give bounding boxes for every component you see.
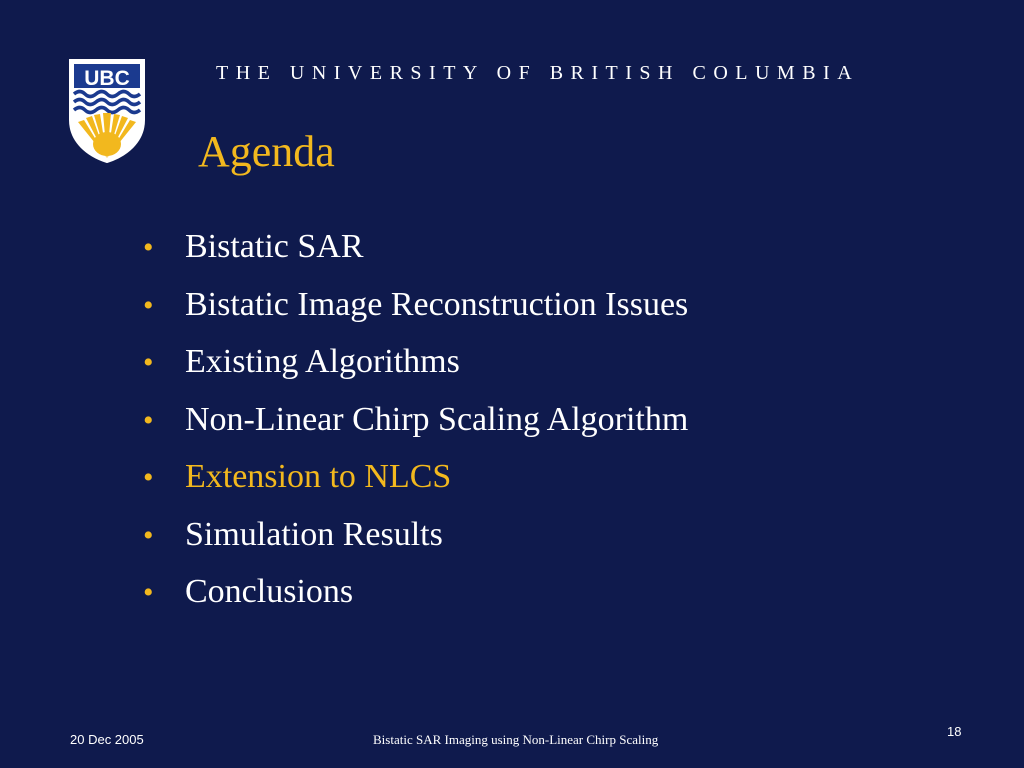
agenda-item bbox=[143, 401, 688, 459]
svg-text:UBC: UBC bbox=[84, 67, 130, 90]
bullet-icon: • bbox=[143, 461, 154, 494]
agenda-item bbox=[143, 228, 688, 286]
bullet-icon: • bbox=[143, 346, 154, 379]
agenda-item bbox=[143, 286, 688, 344]
agenda-item-label: Bistatic Image Reconstruction Issues bbox=[185, 285, 689, 323]
agenda-item-label: Non-Linear Chirp Scaling Algorithm bbox=[185, 400, 689, 438]
agenda-item-label: Bistatic SAR bbox=[185, 228, 364, 265]
agenda-item bbox=[143, 573, 688, 631]
agenda-item-label: Extension to NLCS bbox=[185, 458, 452, 495]
bullet-icon: • bbox=[143, 518, 154, 552]
slide-title: Agenda bbox=[198, 127, 335, 176]
footer-title: Bistatic SAR Imaging using Non-Linear Chirp Scaling bbox=[373, 732, 659, 747]
university-name: THE UNIVERSITY OF BRITISH COLUMBIA bbox=[216, 62, 860, 84]
agenda-list bbox=[143, 228, 688, 631]
agenda-item-label: Existing Algorithms bbox=[185, 343, 460, 380]
agenda-item-label: Conclusions bbox=[185, 573, 354, 610]
agenda-item-label: Simulation Results bbox=[185, 515, 443, 553]
agenda-item bbox=[143, 458, 688, 516]
ubc-crest-icon bbox=[68, 58, 146, 164]
agenda-item bbox=[143, 516, 688, 574]
bullet-icon: • bbox=[143, 231, 154, 264]
page-number: 18 bbox=[947, 724, 962, 739]
bullet-icon: • bbox=[143, 288, 154, 322]
bullet-icon: • bbox=[143, 403, 154, 437]
footer-date: 20 Dec 2005 bbox=[70, 732, 144, 747]
bullet-icon: • bbox=[143, 576, 154, 609]
agenda-item bbox=[143, 343, 688, 401]
